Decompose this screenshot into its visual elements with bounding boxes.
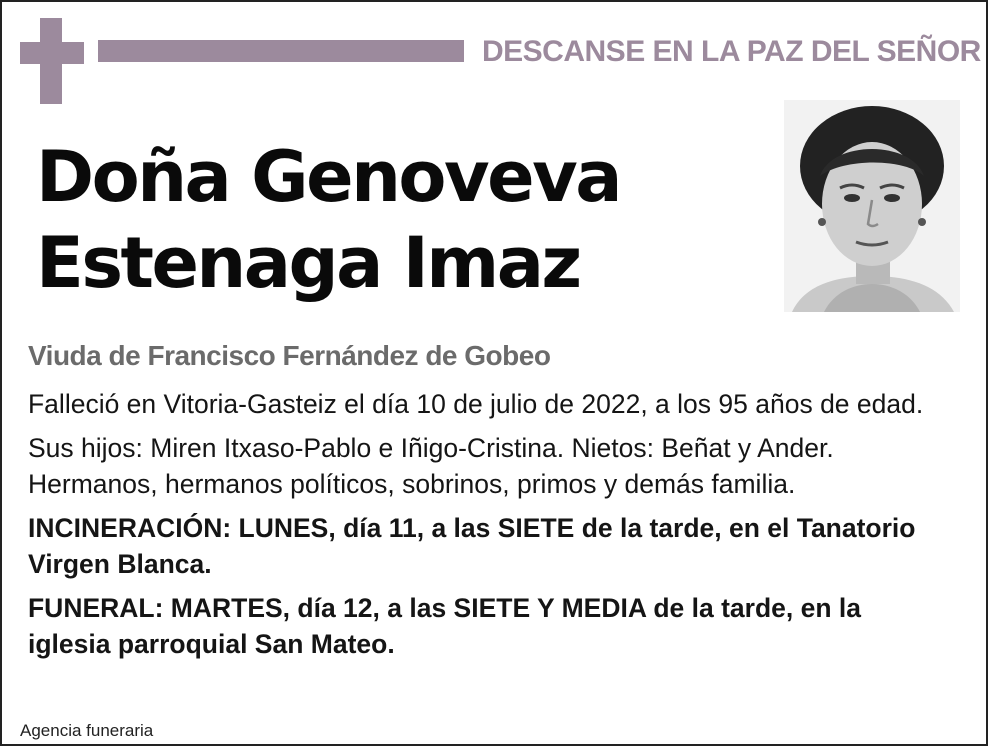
family-paragraph: Sus hijos: Miren Itxaso-Pablo e Iñigo-Cristina. Nietos: Beñat y Ander. Hermanos, hermanos políticos, sobrinos, primos y demás familia.	[28, 433, 834, 499]
name-line-1: Doña Genoveva	[36, 136, 620, 218]
death-paragraph: Falleció en Vitoria-Gasteiz el día 10 de julio de 2022, a los 95 años de edad.	[28, 389, 924, 419]
tagline: DESCANSE EN LA PAZ DEL SEÑOR	[482, 35, 981, 68]
header-rule	[98, 40, 464, 62]
deceased-name	[36, 134, 756, 306]
cross-icon	[20, 18, 84, 104]
name-line-2: Estenaga Imaz	[36, 222, 580, 304]
portrait-photo	[784, 100, 960, 312]
funeral-paragraph: FUNERAL: MARTES, día 12, a las SIETE Y MEDIA de la tarde, en la iglesia parroquial San Mateo.	[28, 593, 862, 659]
obituary-body	[28, 386, 948, 670]
funeral-agency-label: Agencia funeraria	[20, 721, 154, 740]
widow-line: Viuda de Francisco Fernández de Gobeo	[28, 340, 551, 371]
cremation-paragraph: INCINERACIÓN: LUNES, día 11, a las SIETE de la tarde, en el Tanatorio Virgen Blanca.	[28, 513, 916, 579]
